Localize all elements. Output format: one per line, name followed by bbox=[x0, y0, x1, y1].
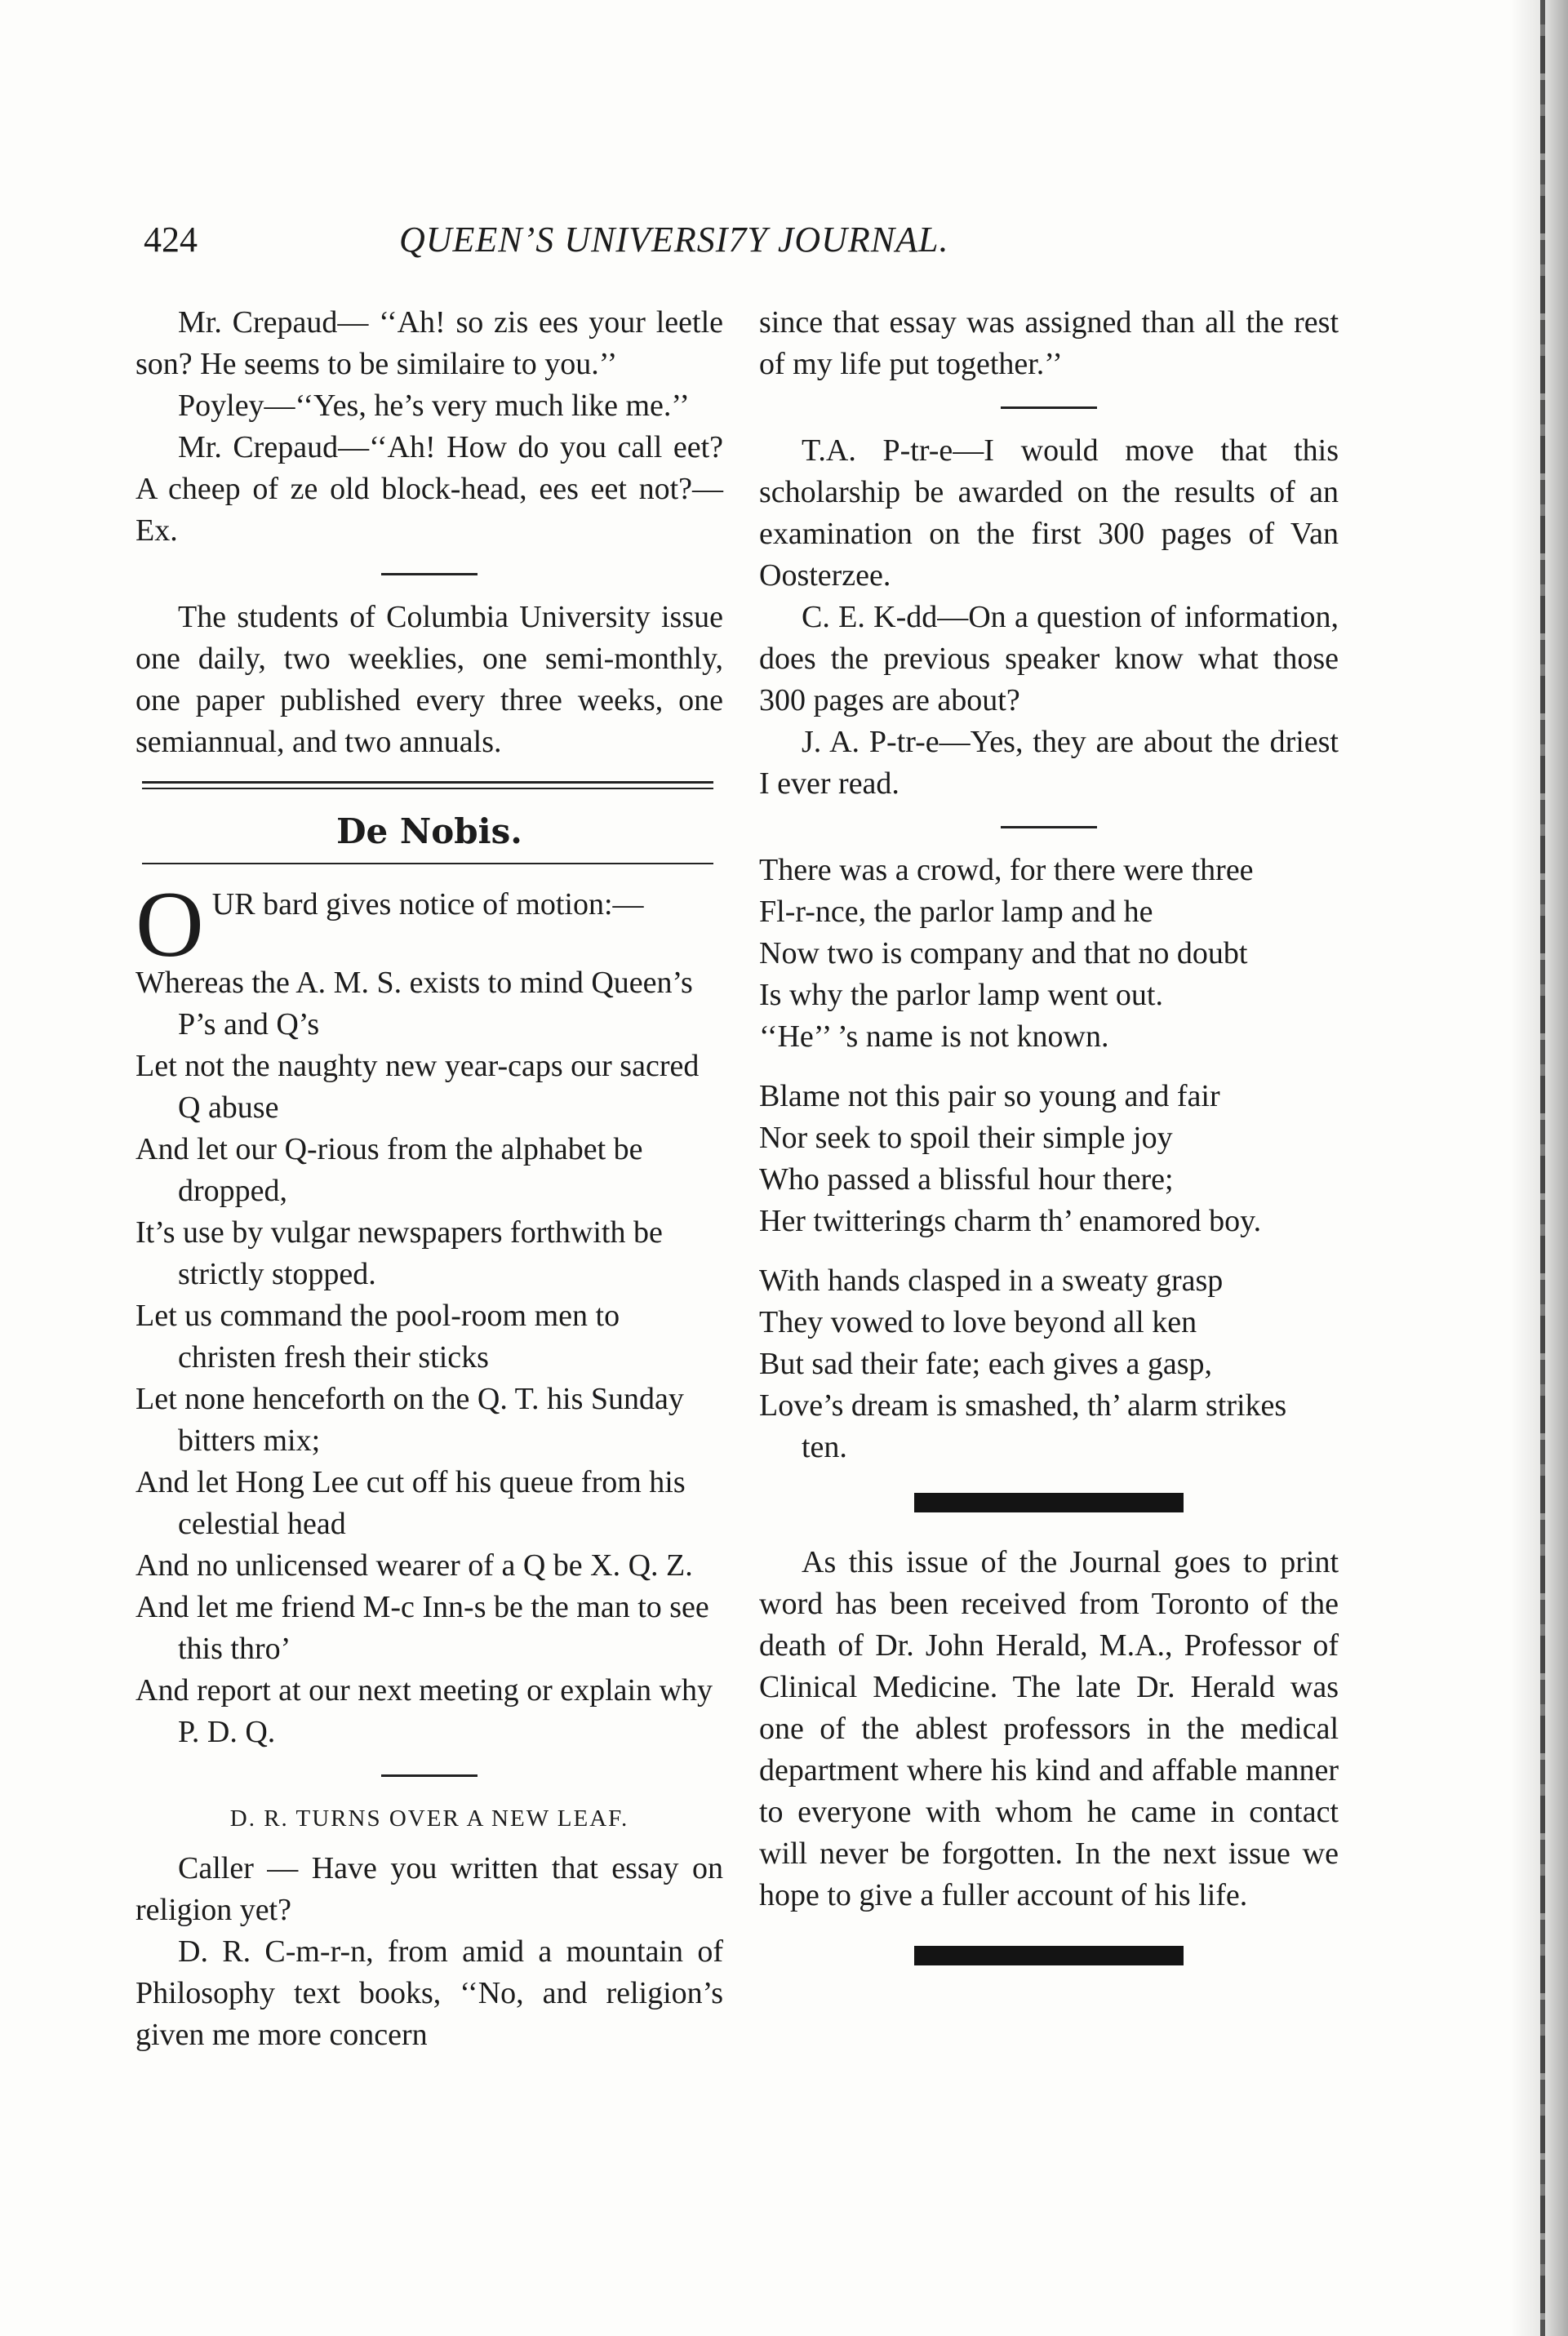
left-column bbox=[135, 302, 723, 2056]
motion-line: Let none henceforth on the Q. T. his Sunday bitters mix; bbox=[135, 1382, 684, 1458]
motion-line: And no unlicensed wearer of a Q be X. Q. Z. bbox=[135, 1548, 693, 1583]
hands-line: With hands clasped in a sweaty grasp bbox=[759, 1263, 1224, 1298]
crepaud-line-2: Mr. Crepaud—‘‘Ah! How do you call eet? A cheep of ze old block-head, ees eet not?—Ex. bbox=[135, 430, 723, 548]
page-number: 424 bbox=[144, 220, 198, 260]
motion-line: And let Hong Lee cut off his queue from his celestial head bbox=[135, 1465, 686, 1541]
divider-rule bbox=[1001, 826, 1097, 828]
hands-line: Love’s dream is smashed, th’ alarm strikes ten. bbox=[759, 1388, 1287, 1464]
hands-line: They vowed to love beyond all ken bbox=[759, 1305, 1197, 1339]
crowd-line: Fl-r-nce, the parlor lamp and he bbox=[759, 895, 1153, 929]
dr-heading: D. R. TURNS OVER A NEW LEAF. bbox=[229, 1805, 629, 1832]
kidd-line: C. E. K-dd—On a question of information, does the previous speaker know what those 300 pages are about? bbox=[759, 600, 1339, 717]
right-column bbox=[759, 302, 1339, 1965]
petrie-line: T.A. P-tr-e—I would move that this scholarship be awarded on the results of an examination on the first 300 pages of Van Oosterzee. bbox=[759, 433, 1339, 593]
page-header bbox=[144, 219, 1082, 276]
dr-cmrn-line: D. R. C-m-r-n, from amid a mountain of Philosophy text books, ‘‘No, and religion’s given me more concern bbox=[135, 1934, 723, 2052]
motion-line: It’s use by vulgar newspapers forthwith be strictly stopped. bbox=[135, 1215, 663, 1291]
running-head: QUEEN’S UNIVERSI7Y JOURNAL. bbox=[399, 220, 949, 260]
columbia-paragraph: The students of Columbia University issue one daily, two weeklies, one semi-monthly, one paper published every three weeks, one semiannual, and two annuals. bbox=[135, 600, 723, 759]
crowd-line: ‘‘He’’ ’s name is not known. bbox=[759, 1019, 1109, 1054]
motion-line: Let not the naughty new year-caps our sacred Q abuse bbox=[135, 1049, 700, 1125]
motion-line: And let me friend M-c Inn-s be the man to see this thro’ bbox=[135, 1590, 709, 1666]
scanned-page-edge bbox=[1511, 0, 1568, 2336]
blame-line: Who passed a blissful hour there; bbox=[759, 1162, 1174, 1197]
petrie-reply: J. A. P-tr-e—Yes, they are about the driest I ever read. bbox=[759, 725, 1339, 801]
drop-cap: O bbox=[135, 873, 204, 977]
motion-line: And let our Q-rious from the alphabet be dropped, bbox=[135, 1132, 643, 1208]
black-bar-divider bbox=[914, 1946, 1184, 1965]
crowd-line: There was a crowd, for there were three bbox=[759, 853, 1254, 887]
crowd-line: Is why the parlor lamp went out. bbox=[759, 978, 1163, 1012]
black-bar-divider bbox=[914, 1493, 1184, 1512]
bard-intro bbox=[135, 873, 723, 977]
divider-rule bbox=[1001, 406, 1097, 409]
blame-line: Blame not this pair so young and fair bbox=[759, 1079, 1220, 1113]
bard-intro-text: UR bard gives notice of motion:— bbox=[211, 887, 644, 922]
dr-continuation: since that essay was assigned than all the rest of my life put together.’’ bbox=[759, 305, 1339, 381]
divider-rule bbox=[381, 1774, 478, 1777]
caller-line: Caller — Have you written that essay on religion yet? bbox=[135, 1851, 723, 1927]
crowd-line: Now two is company and that no doubt bbox=[759, 936, 1248, 970]
blame-line: Her twitterings charm th’ enamored boy. bbox=[759, 1204, 1262, 1238]
page-binding-shadow bbox=[1540, 0, 1545, 2336]
hands-line: But sad their fate; each gives a gasp, bbox=[759, 1347, 1213, 1381]
section-title: De Nobis. bbox=[336, 811, 522, 851]
blame-line: Nor seek to spoil their simple joy bbox=[759, 1121, 1173, 1155]
poyley-line: Poyley—‘‘Yes, he’s very much like me.’’ bbox=[178, 389, 690, 423]
obituary-paragraph: As this issue of the Journal goes to print word has been received from Toronto of the death of Dr. John Herald, M.A., Professor of Clinical Medicine. The late Dr. Herald was one of the ablest professors in the medical department where his kind and affable manner to everyone with whom he came in contact will never be forgotten. In the next issue we hope to give a fuller account of his life. bbox=[759, 1545, 1339, 1912]
divider-rule bbox=[381, 573, 478, 575]
motion-line: And report at our next meeting or explain why P. D. Q. bbox=[135, 1673, 713, 1749]
section-double-rule bbox=[142, 781, 713, 789]
crepaud-line-1: Mr. Crepaud— ‘‘Ah! so zis ees your leetle son? He seems to be similaire to you.’’ bbox=[135, 305, 723, 381]
motion-line: Let us command the pool-room men to christen fresh their sticks bbox=[135, 1299, 620, 1375]
section-rule bbox=[142, 863, 713, 864]
motion-line: Whereas the A. M. S. exists to mind Queen’s P’s and Q’s bbox=[135, 966, 693, 1041]
